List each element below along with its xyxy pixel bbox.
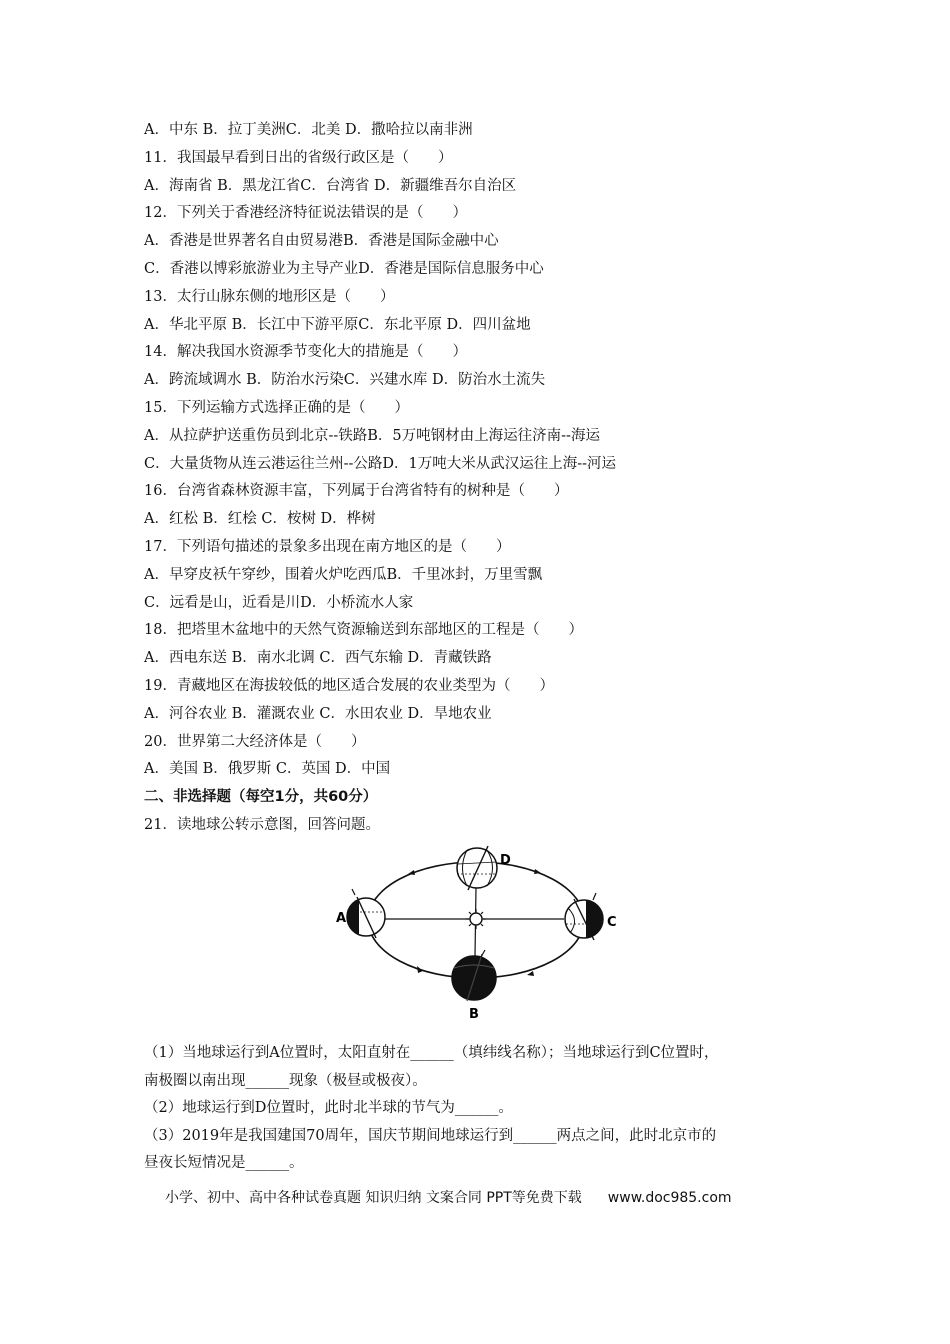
options-15-cd: C．大量货物从连云港运往兰州--公路D．1万吨大米从武汉运往上海--河运 [144, 455, 617, 472]
options-11: A．海南省 B．黑龙江省C．台湾省 D．新疆维吾尔自治区 [144, 177, 517, 194]
question-11: 11．我国最早看到日出的省级行政区是（ ） [144, 149, 453, 166]
question-15: 15．下列运输方式选择正确的是（ ） [144, 399, 409, 416]
text-line: A．中东 B．拉丁美洲C．北美 D．撒哈拉以南非洲 [144, 122, 473, 138]
sub-question-1-line2: 南极圈以南出现______现象（极昼或极夜）。 [144, 1072, 427, 1089]
sub-question-3-line1: （3）2019年是我国建国70周年，国庆节期间地球运行到______两点之间，此时北京市的 [144, 1127, 717, 1144]
sub-question-3-line2: 昼夜长短情况是______。 [144, 1155, 304, 1171]
question-20: 20．世界第二大经济体是（ ） [144, 733, 366, 750]
question-16: 16．台湾省森林资源丰富，下列属于台湾省特有的树种是（ ） [144, 483, 569, 500]
label-c: C [607, 915, 617, 930]
page-footer [165, 1187, 805, 1207]
footer-text: 小学、初中、高中各种试卷真题 知识归纳 文案合同 PPT等免费下载 [165, 1190, 582, 1206]
earth-c-globe [565, 893, 606, 940]
options-16: A．红松 B．红桧 C．桉树 D．桦树 [144, 511, 376, 528]
earth-d-globe [457, 846, 497, 890]
footer-site-link[interactable]: www.doc985.com [607, 1190, 732, 1206]
label-b: B [469, 1007, 479, 1020]
label-d: D [500, 853, 511, 868]
sub-question-2: （2）地球运行到D位置时，此时北半球的节气为______。 [144, 1100, 513, 1116]
options-12-ab: A．香港是世界著名自由贸易港B．香港是国际金融中心 [144, 233, 499, 250]
question-text [144, 117, 824, 840]
sub-question-1-line1: （1）当地球运行到A位置时，太阳直射在______（填纬线名称）；当地球运行到C位置时， [144, 1045, 719, 1061]
earth-b-globe [452, 950, 496, 1001]
options-17-ab: A．早穿皮袄午穿纱，围着火炉吃西瓜B．千里冰封，万里雪飘 [144, 566, 543, 583]
earth-a-globe [347, 889, 385, 953]
question-19: 19．青藏地区在海拔较低的地区适合发展的农业类型为（ ） [144, 677, 554, 694]
options-17-cd: C．远看是山，近看是川D．小桥流水人家 [144, 594, 414, 611]
options-18: A．西电东送 B．南水北调 C．西气东输 D．青藏铁路 [144, 650, 492, 667]
options-19: A．河谷农业 B．灌溉农业 C．水田农业 D．旱地农业 [144, 705, 492, 722]
earth-revolution-diagram [330, 840, 620, 1020]
options-14: A．跨流域调水 B．防治水污染C．兴建水库 D．防治水土流失 [144, 372, 546, 389]
question-13: 13．太行山脉东侧的地形区是（ ） [144, 288, 395, 305]
sun-icon [466, 909, 486, 929]
sub-questions [144, 1040, 824, 1178]
options-13: A．华北平原 B．长江中下游平原C．东北平原 D．四川盆地 [144, 316, 531, 333]
question-18: 18．把塔里木盆地中的天然气资源输送到东部地区的工程是（ ） [144, 622, 583, 639]
options-15-ab: A．从拉萨护送重伤员到北京--铁路B．5万吨钢材由上海运往济南--海运 [144, 427, 600, 444]
options-20: A．美国 B．俄罗斯 C．英国 D．中国 [144, 761, 391, 778]
section-heading: 二、非选择题（每空1分，共60分） [144, 789, 378, 806]
orbit-arrow [417, 966, 423, 973]
question-14: 14．解决我国水资源季节变化大的措施是（ ） [144, 344, 467, 361]
options-12-cd: C．香港以博彩旅游业为主导产业D．香港是国际信息服务中心 [144, 260, 544, 277]
question-21: 21．读地球公转示意图，回答问题。 [144, 816, 380, 833]
label-a: A [336, 911, 347, 926]
question-12: 12．下列关于香港经济特征说法错误的是（ ） [144, 205, 467, 222]
question-17: 17．下列语句描述的景象多出现在南方地区的是（ ） [144, 538, 511, 555]
